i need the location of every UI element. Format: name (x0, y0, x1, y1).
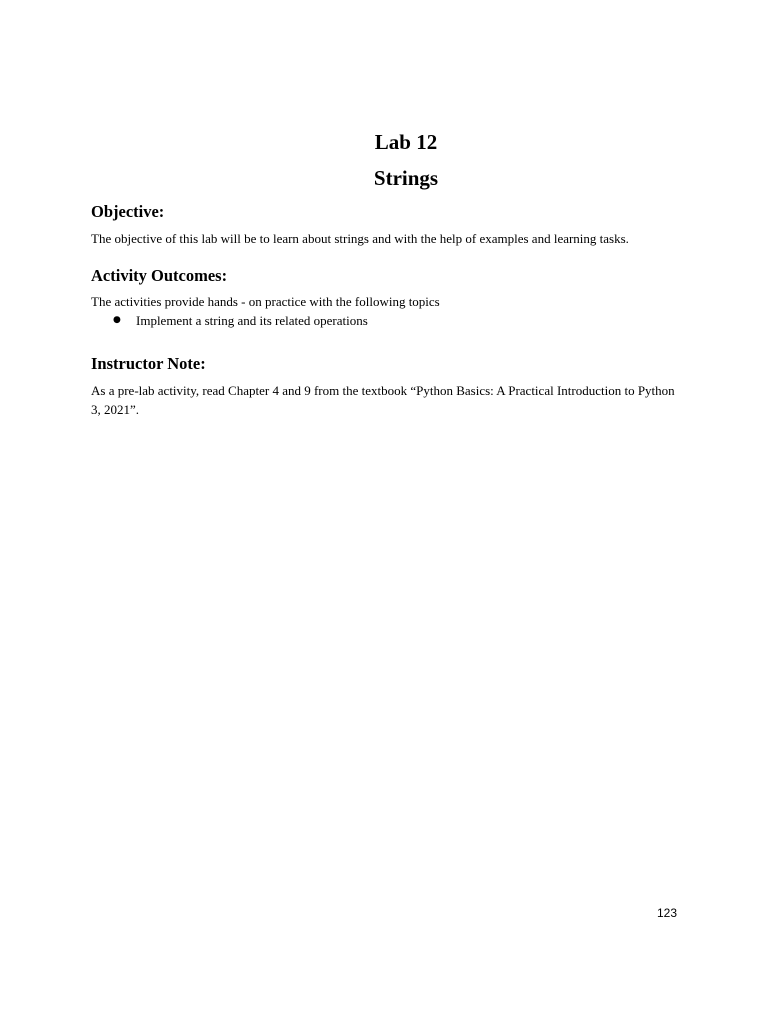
lab-number-heading: Lab 12 (374, 130, 438, 154)
list-item (91, 311, 368, 330)
instructor-note-heading: Instructor Note: (91, 354, 206, 373)
activity-outcomes-heading: Activity Outcomes: (91, 266, 228, 285)
list-item-text: Implement a string and its related operations (136, 313, 368, 328)
page-number: 123 (656, 906, 677, 920)
lab-title-heading: Strings (373, 166, 439, 190)
activity-outcomes-list (91, 311, 368, 330)
activity-outcomes-intro: The activities provide hands - on practice with the following topics (91, 294, 440, 309)
instructor-note-text: As a pre-lab activity, read Chapter 4 and 9 from the textbook “Python Basics: A Practical Introduction to Python 3, 2021”. (91, 383, 675, 417)
objective-text: The objective of this lab will be to learn about strings and with the help of examples and learning tasks. (91, 231, 629, 246)
bullet-icon: ● (113, 315, 121, 325)
objective-heading: Objective: (91, 202, 165, 221)
